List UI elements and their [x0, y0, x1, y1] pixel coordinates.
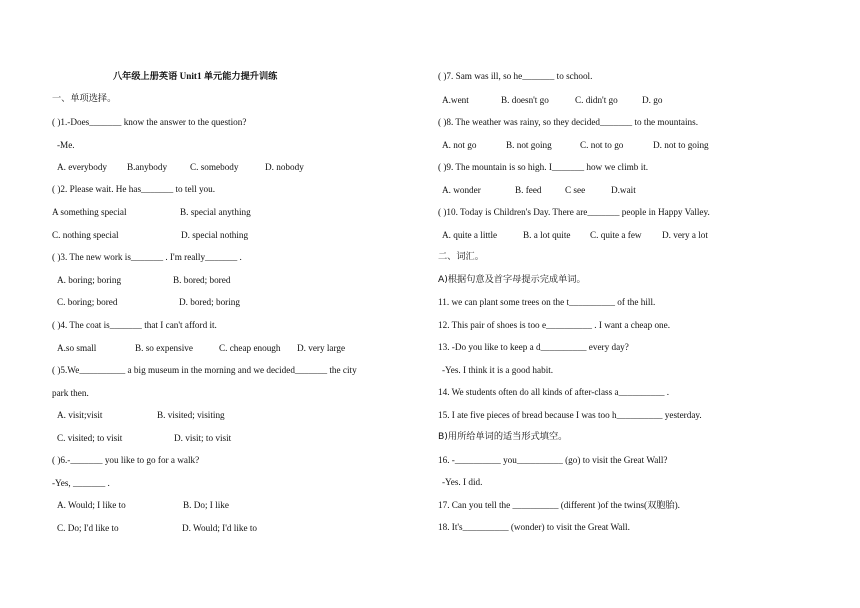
option-4b: B. so expensive [135, 343, 193, 353]
option-10a: A. quite a little [442, 230, 498, 240]
question-5: ( )5.We__________ a big museum in the morning and we decided_______ the city [52, 365, 357, 375]
question-12: 12. This pair of shoes is too e__________ . I want a cheap one. [438, 320, 671, 330]
section-heading-choice: 一、单项选择。 [52, 93, 117, 104]
option-1c: C. somebody [190, 162, 239, 172]
option-2a: A something special [52, 207, 127, 217]
question-5-continued: park then. [52, 388, 89, 398]
question-17 [438, 499, 680, 512]
option-3b: B. bored; bored [173, 275, 231, 285]
option-6b: B. Do; I like [183, 500, 229, 510]
option-3d: D. bored; boring [179, 297, 240, 307]
title-cn: 八年级上册英语 [113, 71, 178, 82]
question-13: 13. -Do you like to keep a d__________ every day? [438, 342, 629, 352]
option-5d: D. visit; to visit [174, 433, 232, 443]
question-16: 16. -__________ you__________ (go) to visit the Great Wall? [438, 455, 668, 465]
option-9b: B. feed [515, 185, 542, 195]
option-9a: A. wonder [442, 185, 481, 195]
option-3c: C. boring; bored [57, 297, 118, 307]
option-4d: D. very large [297, 343, 346, 353]
option-1d: D. nobody [265, 162, 304, 172]
question-18: 18. It's__________ (wonder) to visit the Great Wall. [438, 522, 630, 532]
option-5a: A. visit;visit [57, 410, 103, 420]
question-3: ( )3. The new work is_______ . I'm really_______ . [52, 252, 242, 262]
question-17-text: 17. Can you tell the __________ (different )of the twins( [438, 500, 648, 510]
question-7: ( )7. Sam was ill, so he_______ to school. [438, 71, 593, 81]
option-9c: C see [565, 185, 586, 195]
question-15: 15. I ate five pieces of bread because I was too h__________ yesterday. [438, 410, 702, 420]
option-8d: D. not to going [653, 140, 709, 150]
option-10d: D. very a lot [662, 230, 708, 240]
option-9d: D.wait [611, 185, 636, 195]
question-17-cn: 双胞胎 [647, 500, 675, 511]
option-7d: D. go [642, 95, 663, 105]
question-1-reply: -Me. [57, 140, 75, 150]
question-11: 11. we can plant some trees on the t__________ of the hill. [438, 297, 656, 307]
option-2d: D. special nothing [181, 230, 249, 240]
option-4a: A.so small [57, 343, 97, 353]
option-5b: B. visited; visiting [157, 410, 225, 420]
option-8b: B. not going [506, 140, 552, 150]
question-17-end: ). [674, 500, 680, 510]
question-9: ( )9. The mountain is so high. I_______ how we climb it. [438, 162, 649, 172]
option-1b: B.anybody [127, 162, 168, 172]
question-10: ( )10. Today is Children's Day. There are_______ people in Happy Valley. [438, 207, 710, 217]
page-title [113, 70, 277, 83]
option-7c: C. didn't go [575, 95, 618, 105]
question-16-reply: -Yes. I did. [442, 477, 483, 487]
option-10b: B. a lot quite [523, 230, 571, 240]
option-8c: C. not to go [580, 140, 624, 150]
option-2c: C. nothing special [52, 230, 119, 240]
option-1a: A. everybody [57, 162, 108, 172]
part-a-instruction: A)根据句意及首字母提示完成单词。 [438, 274, 586, 285]
question-6-reply: -Yes, _______ . [52, 478, 110, 488]
option-6a: A. Would; I like to [57, 500, 126, 510]
option-10c: C. quite a few [590, 230, 642, 240]
question-8: ( )8. The weather was rainy, so they decided_______ to the mountains. [438, 117, 698, 127]
question-4: ( )4. The coat is_______ that I can't afford it. [52, 320, 217, 330]
question-1: ( )1.-Does_______ know the answer to the question? [52, 117, 247, 127]
option-3a: A. boring; boring [57, 275, 122, 285]
option-6d: D. Would; I'd like to [182, 523, 258, 533]
option-7a: A.went [442, 95, 469, 105]
option-7b: B. doesn't go [501, 95, 549, 105]
question-6: ( )6.-_______ you like to go for a walk? [52, 455, 200, 465]
right-column [430, 0, 860, 608]
question-14: 14. We students often do all kinds of after-class a__________ . [438, 387, 670, 397]
option-2b: B. special anything [180, 207, 251, 217]
part-b-instruction: B)用所给单词的适当形式填空。 [438, 431, 568, 442]
title-unit: Unit1 [179, 71, 202, 81]
option-5c: C. visited; to visit [57, 433, 123, 443]
title-rest: 单元能力提升训练 [203, 71, 278, 82]
section-heading-vocabulary: 二、词汇。 [438, 251, 484, 262]
option-6c: C. Do; I'd like to [57, 523, 119, 533]
option-4c: C. cheap enough [219, 343, 281, 353]
question-13-reply: -Yes. I think it is a good habit. [442, 365, 554, 375]
question-2: ( )2. Please wait. He has_______ to tell you. [52, 184, 216, 194]
option-8a: A. not go [442, 140, 477, 150]
